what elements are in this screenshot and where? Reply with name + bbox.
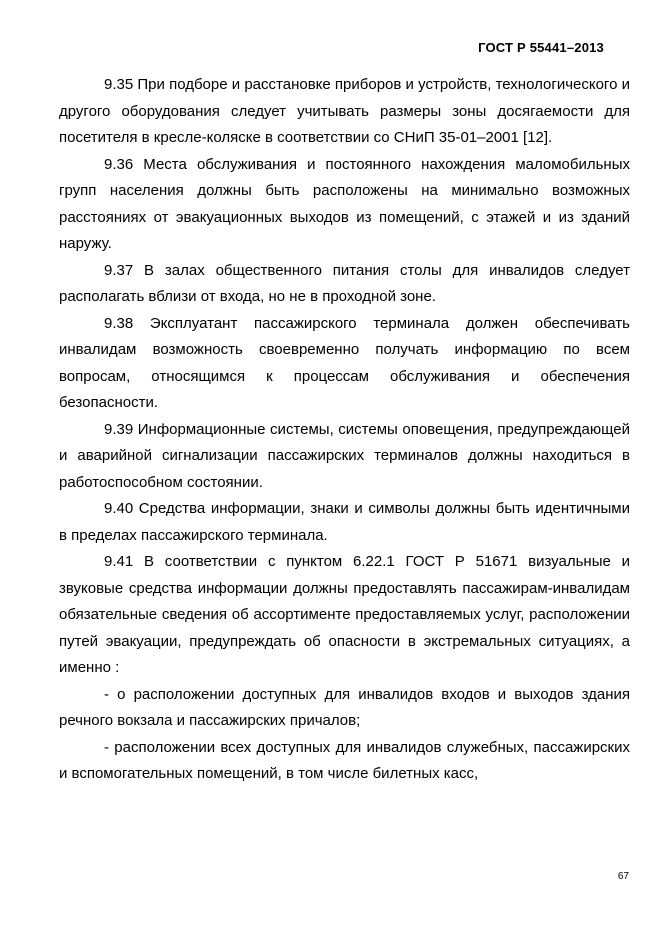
list-item-premises: - расположении всех доступных для инвалидов служебных, пассажирских и вспомогательных помещений, в том числе билетных касс, (59, 738, 630, 782)
document-body (59, 72, 630, 788)
paragraph-9-35: 9.35 При подборе и расстановке приборов и устройств, технологического и другого оборудования следует учитывать размеры зоны досягаемости для посетителя в кресле-коляске в соответствии со СНиП 35-01–2001 [12]. (59, 76, 630, 146)
paragraph-9-40: 9.40 Средства информации, знаки и символы должны быть идентичными в пределах пассажирского терминала. (59, 500, 630, 544)
list-item-entrances: - о расположении доступных для инвалидов входов и выходов здания речного вокзала и пассажирских причалов; (59, 685, 630, 729)
paragraph-9-41: 9.41 В соответствии с пунктом 6.22.1 ГОСТ Р 51671 визуальные и звуковые средства информации должны предоставлять пассажирам-инвалидам обязательные сведения об ассортименте предоставляемых услуг, расположении путей эвакуации, предупреждать об опасности в экстремальных ситуациях, а именно : (59, 553, 630, 676)
paragraph-9-39: 9.39 Информационные системы, системы оповещения, предупреждающей и аварийной сигнализации пассажирских терминалов должны находиться в работоспособном состоянии. (59, 420, 630, 491)
paragraph-9-36: 9.36 Места обслуживания и постоянного нахождения маломобильных групп населения должны быть расположены на минимально возможных расстояниях от эвакуационных выходов из помещений, с этажей и из зданий наружу. (59, 155, 630, 252)
standard-header: ГОСТ Р 55441–2013 (478, 40, 604, 55)
paragraph-9-38: 9.38 Эксплуатант пассажирского терминала должен обеспечивать инвалидам возможность своевременно получать информацию по всем вопросам, относящимся к процессам обслуживания и обеспечения безопасности. (59, 314, 630, 411)
page-number: 67 (617, 871, 629, 882)
paragraph-9-37: 9.37 В залах общественного питания столы для инвалидов следует располагать вблизи от входа, но не в проходной зоне. (59, 261, 630, 305)
